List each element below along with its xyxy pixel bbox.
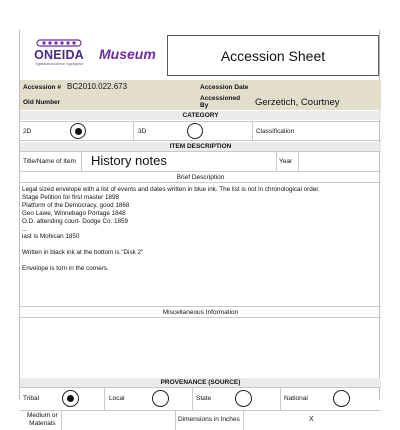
description-line: Stage Petition for first master 1898 (22, 193, 119, 201)
provenance-heading: PROVENANCE (SOURCE) (160, 379, 241, 386)
museum-label: Museum (99, 46, 156, 62)
old-number-label: Old Number (23, 99, 61, 106)
description-line (22, 241, 378, 249)
year-label: Year (279, 158, 293, 165)
brief-description-label: Brief Description (176, 174, 225, 181)
accessioned-by-label: Accessioned By (200, 95, 241, 109)
accession-sheet (19, 30, 380, 427)
item-description-heading: ITEM DESCRIPTION (169, 143, 232, 150)
provenance-national-label: National (284, 395, 308, 402)
title-name-label: Title/Name of Item (23, 158, 76, 165)
wampum-belt-icon (36, 38, 82, 48)
description-line: Platform of the Democracy, good 1868 (22, 201, 130, 209)
description-line: O.D. attending court- Dodge Co. 1859 (22, 217, 129, 225)
category-2d-radio[interactable] (70, 123, 86, 139)
dimensions-separator: X (309, 416, 314, 423)
description-line: ... (22, 225, 28, 233)
description-line: Legal sized envelope with a list of events and dates written in blue ink. The list is not in chronological order. (22, 186, 320, 193)
category-3d-radio[interactable] (187, 123, 203, 139)
selected-dot-icon (67, 395, 74, 402)
title-name-field[interactable]: History notes (91, 153, 167, 168)
page-title: Accession Sheet (167, 35, 379, 76)
provenance-local-label: Local (109, 395, 125, 402)
misc-info-field[interactable] (20, 318, 381, 377)
logo-tagline: Ngasisatuhnahhse ingahgana (35, 62, 83, 66)
medium-materials-field[interactable] (62, 411, 174, 430)
accession-date-label: Accession Date (200, 84, 249, 91)
logo-text: ONEIDA (34, 48, 84, 62)
accession-number-field[interactable]: BC2010.022.673 (67, 82, 128, 91)
classification-label: Classification (256, 128, 295, 135)
provenance-state-label: State (196, 395, 212, 402)
misc-info-label: Miscellaneous Information (162, 309, 239, 316)
provenance-local-radio[interactable] (152, 390, 169, 407)
accession-number-label: Accession # (23, 84, 61, 91)
oneida-logo (22, 38, 96, 78)
provenance-state-radio[interactable] (235, 390, 252, 407)
description-line: Written in black ink at the bottom is "Disk 2" (22, 249, 144, 257)
selected-dot-icon (75, 128, 82, 135)
description-line: Geo Lawe, Winnebago Portage 1848 (22, 209, 126, 217)
category-3d-label: 3D (138, 128, 147, 135)
provenance-national-radio[interactable] (333, 390, 350, 407)
provenance-tribal-radio[interactable] (62, 390, 79, 407)
brief-description-text[interactable] (22, 186, 378, 273)
dimensions-label: Dimensions in Inches (178, 416, 240, 423)
medium-materials-label: Medium or Materials (27, 412, 58, 427)
accessioned-by-field[interactable]: Gerzetich, Courtney (255, 97, 340, 108)
category-heading: CATEGORY (182, 112, 219, 119)
description-line: Envelope is torn in the corners. (22, 265, 109, 273)
category-2d-label: 2D (23, 128, 32, 135)
provenance-tribal-label: Tribal (23, 395, 40, 402)
description-line (22, 257, 378, 265)
description-line: last is Mohican 1850 (22, 233, 80, 241)
